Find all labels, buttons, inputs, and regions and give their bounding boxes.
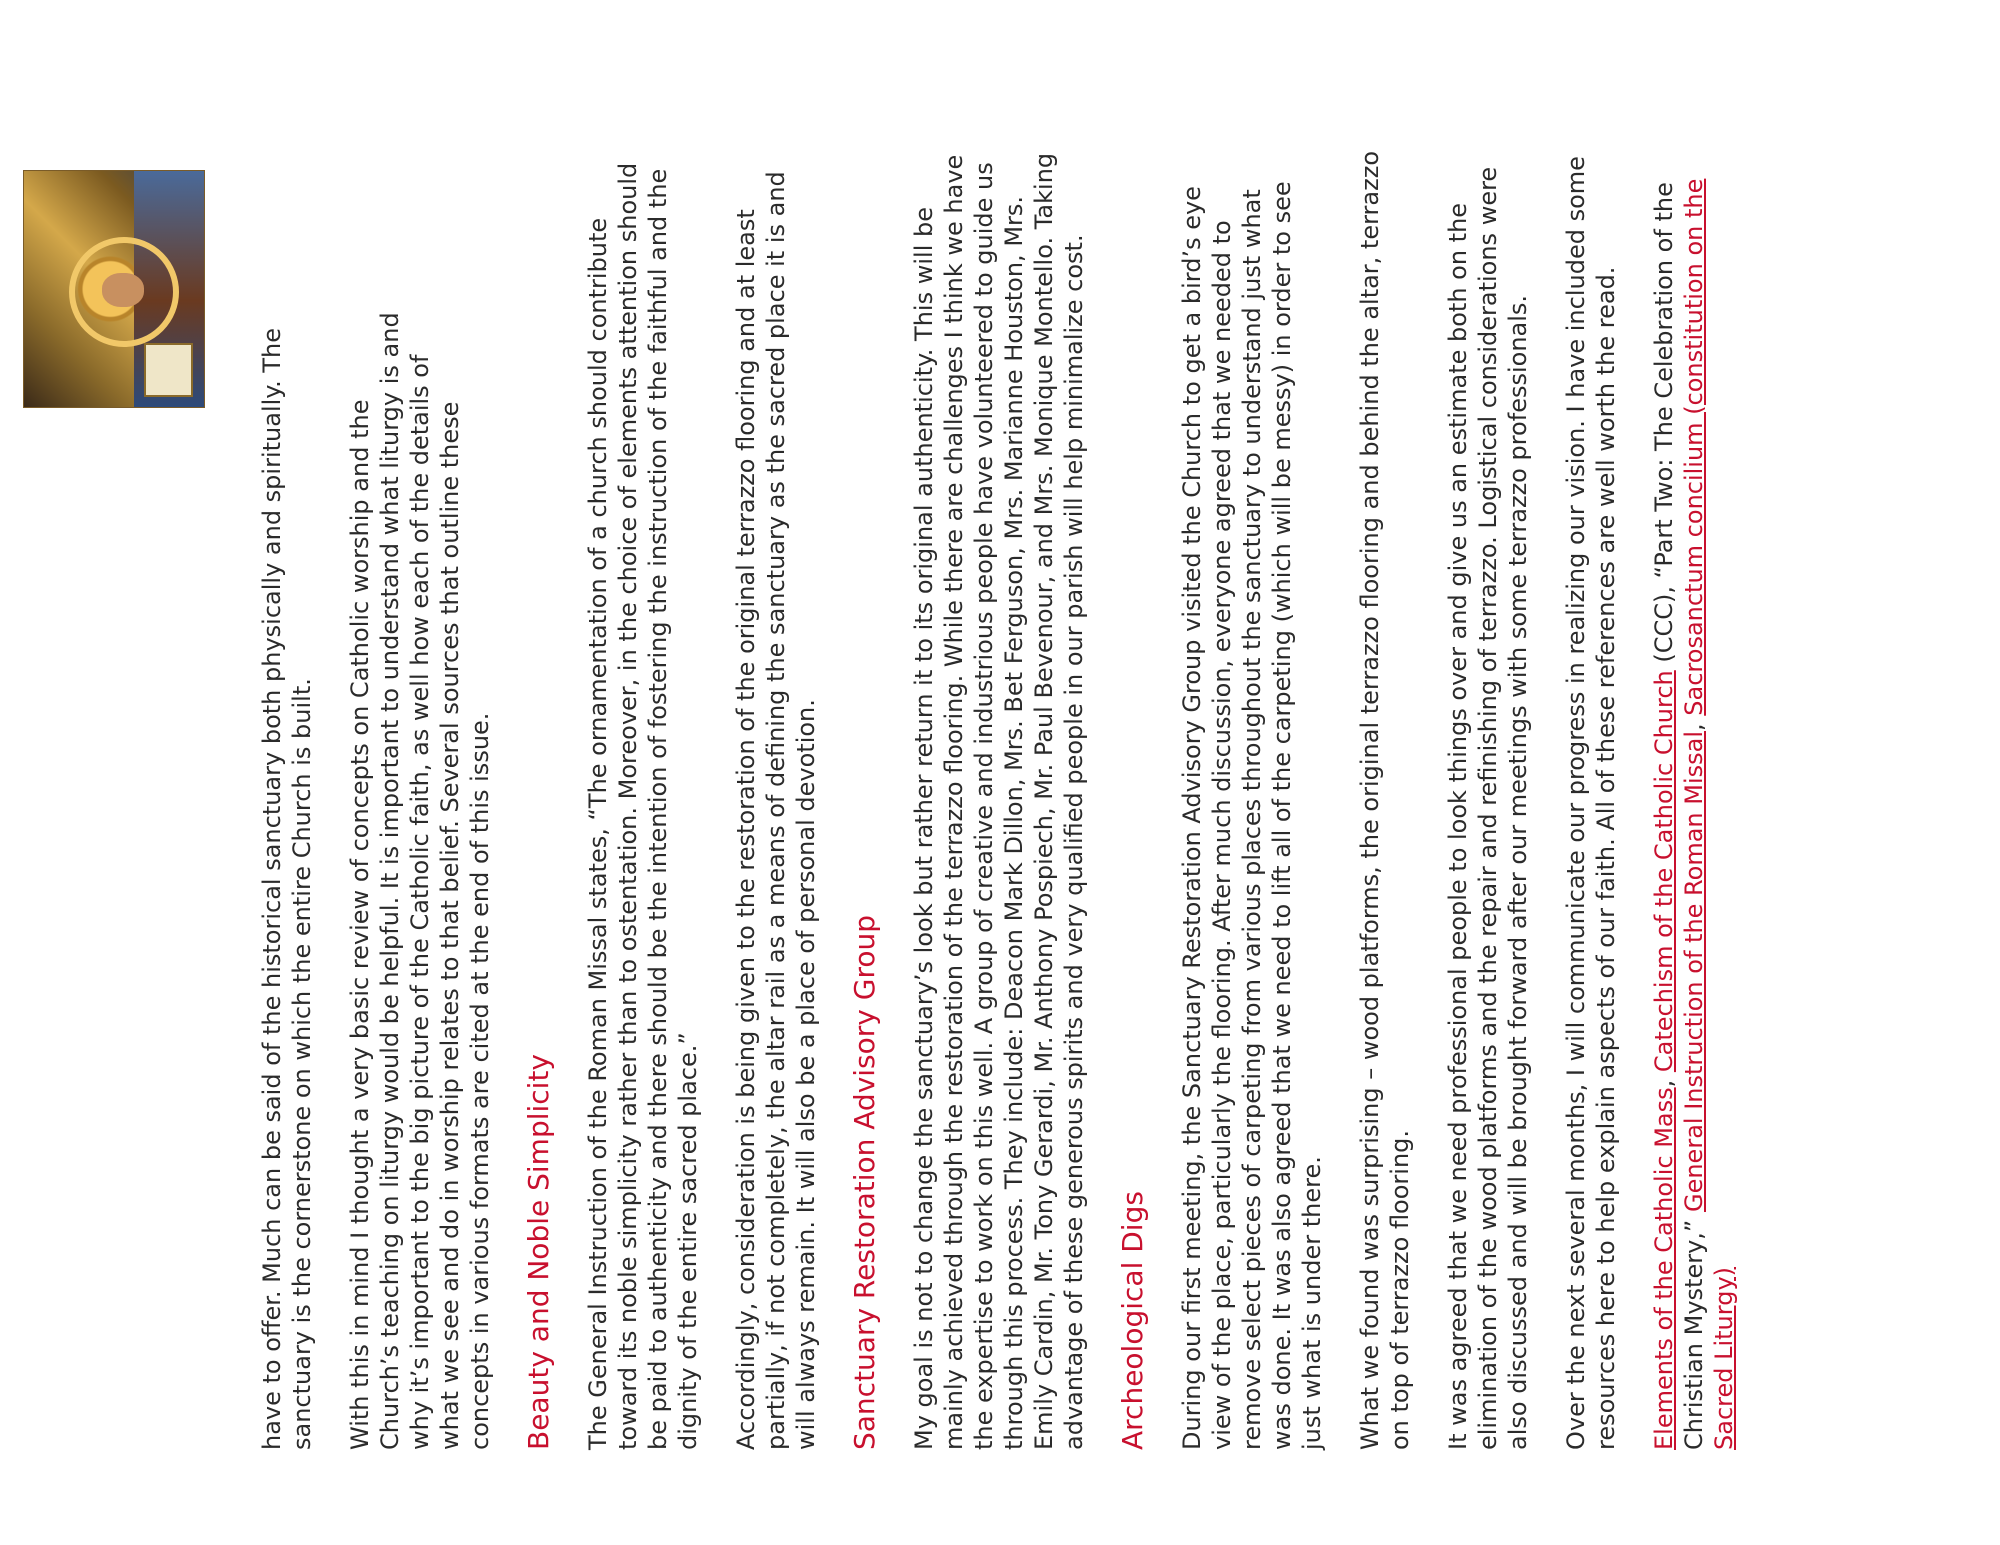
beauty-paragraph-2: Accordingly, consideration is being given to the restoration of the original terrazzo flooring and at least partially, if not completely, the altar rail as a means of defining the sanctuary as the sacred place it is and will always remain. It will also be a place of personal devotion. (732, 171, 820, 1450)
intro-paragraph-1: have to offer. Much can be said of the historical sanctuary both physically and spiritually. The sanctuary is the cornerstone on which the entire Church is built. (258, 328, 316, 1450)
intro-paragraph-2: With this in mind I thought a very basic review of concepts on Catholic worship and the Church’s teaching on liturgy would be helpful. It is important to understand what liturgy is and why it’s important to the big picture of the Catholic faith, as well how each of the details of what we see and do in worship relates to that belief. Several sources that outline these concepts in various formats are cited at the end of this issue. (346, 312, 494, 1450)
digs-paragraph-1: During our first meeting, the Sanctuary Restoration Advisory Group visited the Church to get a bird’s eye view of the place, particularly the flooring. After much discussion, everyone agreed that we needed to remove select pieces of carpeting from various places throughout the sanctuary to understand just what was done. It was also agreed that we need to lift all of the carpeting (which will be messy) in order to see just what is under there. (1178, 181, 1326, 1450)
face-shape (102, 273, 144, 307)
digs-heading: Archeological Digs (1116, 1191, 1149, 1450)
digs-paragraph-3: It was agreed that we need professional people to look things over and give us an estimate both on the elimination of the wood platforms and the repair and refinishing of terrazzo. Logistical considerations were also discussed and will be brought forward after our meetings with some terrazzo professionals. (1444, 166, 1532, 1450)
beauty-paragraph-1: The General Instruction of the Roman Missal states, “The ornamentation of a church should contribute toward its noble simplicity rather than to ostentation. Moreover, in the choice of elements attention should be paid to authenticity and there should be the intention of fostering the instruction of the faithful and the dignity of the entire sacred place.” (584, 162, 702, 1450)
references-text-1: (CCC), “Part Two: The Celebration of the Christian Mystery,” (1650, 182, 1708, 1450)
advisory-paragraph-1: My goal is not to change the sanctuary’s look but rather return it to its original authenticity. This will be mainly achieved through the restoration of the terrazzo flooring. While there are challenges I think we have the expertise to work on this well. A group of creative and industrious people have volunteered to guide us through this process. They include: Deacon Mark Dillon, Mrs. Bet Ferguson, Mrs. Marianne Houston, Mrs. Emily Cardin, Mr. Tony Gerardi, Mr. Anthony Pospiech, Mr. Paul Bevenour, and Mrs. Monique Montello. Taking advantage of these generous spirits and very qualified people in our parish will help minimalize cost. (910, 152, 1088, 1450)
references-separator-1: , (1650, 1072, 1678, 1088)
advisory-heading: Sanctuary Restoration Advisory Group (848, 915, 881, 1450)
beauty-heading: Beauty and Noble Simplicity (522, 1053, 555, 1450)
link-elements-of-mass[interactable]: Elements of the Catholic Mass (1650, 1087, 1678, 1450)
christ-icon-image (23, 170, 205, 408)
book-shape (144, 343, 193, 397)
article-body (257, 148, 1767, 1450)
references-separator-2: , (1680, 715, 1708, 731)
link-catechism[interactable]: Catechism of the Catholic Church (1650, 670, 1678, 1073)
link-girm[interactable]: General Instruction of the Roman Missal (1680, 730, 1708, 1213)
references-paragraph (1649, 148, 1739, 1450)
digs-paragraph-2: What we found was surprising – wood platforms, the original terrazzo flooring and behind the altar, terrazzo on top of terrazzo flooring. (1356, 150, 1414, 1450)
link-sacrosanctum-concilium[interactable]: Sacrosanctum concilium (constitution on the Sacred Liturgy) (1680, 178, 1738, 1450)
digs-paragraph-4: Over the next several months, I will communicate our progress in realizing our vision. I have included some resources here to help explain aspects of our faith. All of these references are well worth the read. (1562, 156, 1620, 1450)
